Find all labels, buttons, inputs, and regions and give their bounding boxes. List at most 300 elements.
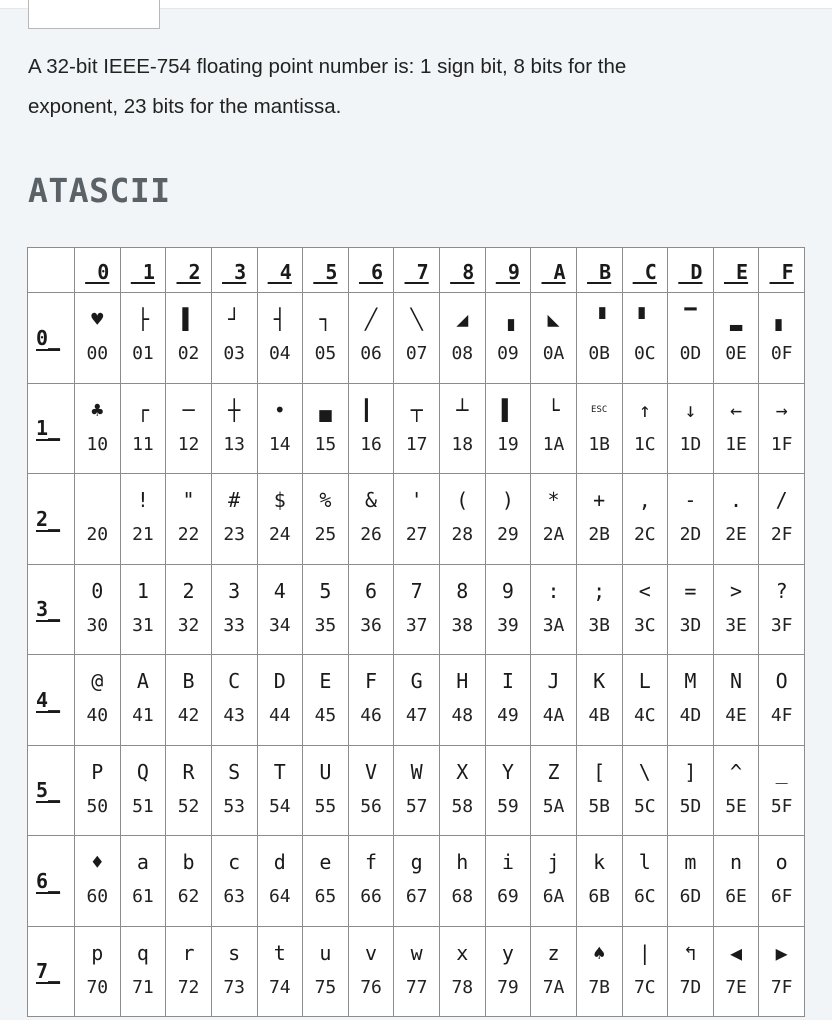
char-cell [622,836,668,927]
char-code: 17 [405,433,428,455]
char-glyph: y [501,940,514,965]
char-glyph: ┴ [456,397,469,422]
char-cell [713,745,759,836]
column-header: _E [713,248,759,293]
char-glyph: # [228,488,241,512]
char-cell [622,474,668,565]
char-code: 45 [314,705,337,726]
char-cell [713,383,759,474]
char-cell [485,564,531,655]
char-cell [303,926,349,1017]
char-cell [257,836,303,927]
char-cell [759,383,805,474]
char-glyph: , [638,488,651,512]
char-code: 7C [633,976,656,998]
row-header-label: 3_ [36,597,61,622]
char-code: 49 [497,705,519,726]
char-cell [713,836,759,927]
char-cell [668,836,714,927]
char-code: 5B [588,795,611,817]
char-code: 58 [451,795,474,817]
char-code: 7E [725,976,747,998]
char-cell [759,564,805,655]
char-code: 0D [679,343,702,364]
char-cell [759,293,805,384]
char-glyph: g [410,850,423,874]
table-row [28,474,805,565]
char-code: 28 [451,524,474,545]
char-glyph: 4 [273,578,286,603]
char-glyph: ◢ [456,307,469,331]
table-row [28,836,805,927]
char-code: 43 [223,705,246,726]
char-glyph: ESC [591,404,608,415]
char-cell [166,293,212,384]
char-cell [759,745,805,836]
char-code: 2D [679,524,702,545]
char-cell [211,836,257,927]
char-code: 36 [360,614,382,636]
char-code: 74 [268,976,291,998]
char-cell [120,293,166,384]
char-code: 34 [268,614,291,636]
char-code: 52 [177,795,200,817]
char-code: 54 [268,795,291,817]
char-glyph: ! [136,488,149,512]
char-cell [257,383,303,474]
char-code: 4E [725,705,747,726]
char-cell [622,383,668,474]
char-code: 70 [86,976,109,998]
row-header-label: 4_ [36,687,61,712]
char-code: 22 [177,524,200,545]
char-glyph: O [775,669,788,693]
char-code: 07 [405,343,428,364]
char-code: 75 [314,976,337,998]
char-cell [257,655,303,746]
char-code: 64 [268,886,291,907]
char-glyph: → [775,397,788,422]
table-row [28,745,805,836]
char-cell [668,474,714,565]
char-code: 01 [132,343,154,364]
char-glyph: V [365,759,378,784]
char-code: 0E [725,343,747,364]
char-code: 56 [360,795,382,817]
char-code: 4C [633,705,656,726]
column-header: _9 [485,248,531,293]
char-cell [576,293,622,384]
char-cell [485,474,531,565]
char-glyph: 8 [456,578,469,603]
char-cell [166,474,212,565]
char-cell [394,293,440,384]
char-cell [394,836,440,927]
char-glyph: _ [775,759,788,784]
char-glyph: ╲ [410,307,423,331]
char-code: 5F [770,795,793,817]
char-cell [257,564,303,655]
char-code: 5E [725,795,747,817]
char-code: 1A [542,433,565,455]
char-cell [348,926,394,1017]
char-cell [713,474,759,565]
column-header: _8 [440,248,486,293]
char-cell [485,926,531,1017]
column-header: _0 [75,248,121,293]
char-code: 53 [223,795,246,817]
char-cell [622,564,668,655]
char-glyph: : [547,578,560,603]
column-header: _3 [211,248,257,293]
char-cell [120,383,166,474]
char-glyph: ┌ [136,397,149,422]
char-cell [257,293,303,384]
char-cell [622,745,668,836]
char-glyph: j [547,850,560,874]
char-glyph: v [365,940,378,965]
char-cell [394,383,440,474]
char-code: 5A [542,795,565,817]
row-header-label: 1_ [36,416,61,441]
char-glyph: ┤ [273,307,286,331]
char-glyph: / [775,488,788,512]
section-heading: ATASCII [28,171,171,210]
char-cell [303,383,349,474]
char-glyph: ▖ [775,307,788,331]
char-glyph: $ [273,488,286,512]
char-glyph: I [501,669,514,693]
char-code: 05 [314,343,337,364]
char-glyph: h [456,850,469,874]
char-cell [348,655,394,746]
char-cell [303,655,349,746]
char-cell [120,655,166,746]
char-cell [440,836,486,927]
char-glyph: J [547,669,560,693]
char-cell [759,474,805,565]
table-row [28,926,805,1017]
char-code: 60 [86,886,109,907]
char-cell [211,293,257,384]
char-cell [531,926,577,1017]
char-code: 44 [268,705,291,726]
char-cell [531,293,577,384]
char-code: 2A [542,524,565,545]
char-code: 2F [770,524,793,545]
char-cell [120,926,166,1017]
char-code: 10 [86,433,109,455]
char-cell [257,745,303,836]
char-glyph: ♠ [593,940,606,965]
char-glyph: ] [684,759,697,784]
row-header-label: 0_ [36,325,61,350]
row-header [28,474,75,565]
char-code: 4A [542,705,565,726]
char-code: 6E [725,886,747,907]
char-cell [622,655,668,746]
char-cell [394,745,440,836]
char-glyph: | [638,940,651,965]
char-glyph: 2 [182,578,195,603]
char-code: 73 [223,976,246,998]
char-glyph: ▔ [684,307,697,331]
char-cell [166,564,212,655]
char-cell [211,926,257,1017]
char-glyph: 6 [365,578,378,603]
char-cell [348,564,394,655]
char-cell [348,745,394,836]
char-code: 19 [497,433,519,455]
char-glyph: S [228,759,241,784]
char-glyph: D [273,669,286,693]
char-glyph: F [365,669,378,693]
char-code: 25 [314,524,337,545]
char-code: 39 [497,614,519,636]
char-code: 1E [725,433,747,455]
column-header-row [28,248,805,293]
char-cell [303,564,349,655]
char-glyph: x [456,940,469,965]
char-cell [211,474,257,565]
char-code: 09 [497,343,519,364]
char-glyph: L [638,669,651,693]
row-header-label: 2_ [36,506,61,531]
char-code: 72 [177,976,200,998]
char-glyph: w [410,940,423,965]
char-code: 04 [268,343,291,364]
char-cell [166,836,212,927]
char-glyph: ↑ [638,397,651,422]
char-cell [485,745,531,836]
char-cell [211,655,257,746]
char-code: 0C [633,343,656,364]
char-glyph: ) [501,488,514,512]
char-glyph: f [365,850,378,874]
char-code: 32 [177,614,200,636]
intro-line-1: A 32-bit IEEE-754 floating point number is: 1 sign bit, 8 bits for the [28,55,627,78]
row-header [28,383,75,474]
char-glyph: K [593,669,606,693]
char-cell [75,293,121,384]
char-glyph: e [319,850,332,874]
char-code: 00 [86,343,109,364]
char-cell [576,564,622,655]
char-glyph: ├ [136,307,149,331]
char-glyph: ( [456,488,469,512]
char-cell [440,745,486,836]
char-code: 14 [268,433,291,455]
char-glyph: R [182,759,195,784]
char-glyph: i [501,850,514,874]
char-glyph: z [547,940,560,965]
char-code: 68 [451,886,474,907]
char-cell [75,836,121,927]
column-header: _7 [394,248,440,293]
row-header [28,745,75,836]
char-glyph: d [273,850,286,874]
char-glyph: s [228,940,241,965]
char-code: 50 [86,795,109,817]
char-glyph: H [456,669,469,693]
char-cell [120,564,166,655]
char-glyph: q [136,940,149,965]
char-code: 0A [542,343,565,364]
char-glyph: ┼ [228,397,241,422]
char-cell [257,926,303,1017]
char-code: 42 [177,705,200,726]
char-cell [440,655,486,746]
char-glyph: > [730,578,743,603]
char-cell [303,745,349,836]
char-code: 03 [223,343,246,364]
char-glyph: ▶ [775,940,788,965]
char-cell [668,293,714,384]
char-glyph: = [684,578,697,603]
char-code: 06 [360,343,382,364]
char-code: 20 [86,524,109,545]
char-code: 61 [132,886,154,907]
char-cell [668,383,714,474]
char-glyph: m [684,850,697,874]
char-cell [303,474,349,565]
char-cell [622,293,668,384]
char-code: 6F [770,886,793,907]
char-code: 3C [633,614,656,636]
char-cell [166,383,212,474]
char-code: 30 [86,614,109,636]
char-cell [348,836,394,927]
char-glyph: ▌ [501,397,514,422]
char-glyph: * [547,488,560,512]
char-code: 69 [497,886,519,907]
char-code: 18 [451,433,474,455]
char-code: 71 [132,976,154,998]
char-code: 4D [679,705,702,726]
char-glyph: ; [593,578,606,603]
char-code: 5C [633,795,656,817]
char-code: 65 [314,886,337,907]
row-header-label: 5_ [36,778,61,803]
column-header: _F [759,248,805,293]
char-code: 7F [770,976,793,998]
char-code: 21 [132,524,154,545]
input-box[interactable] [28,0,160,29]
char-code: 3A [542,614,565,636]
char-code: 3B [588,614,611,636]
char-cell [668,564,714,655]
char-glyph: ◀ [730,940,743,965]
table-row [28,564,805,655]
char-cell [348,293,394,384]
char-glyph: U [319,759,332,784]
char-cell [531,564,577,655]
char-code: 7D [679,976,702,998]
char-cell [531,745,577,836]
char-cell [531,836,577,927]
column-header: _5 [303,248,349,293]
char-code: 0F [770,343,793,364]
corner-cell [28,248,75,293]
char-glyph: W [410,759,423,784]
content-panel [0,8,832,1020]
char-glyph: 7 [410,578,423,603]
char-code: 1F [770,433,793,455]
char-code: 63 [223,886,246,907]
char-code: 41 [132,705,154,726]
row-header [28,564,75,655]
char-glyph: 5 [319,578,332,603]
char-cell [576,745,622,836]
char-glyph: • [273,397,286,422]
char-glyph: B [182,669,195,693]
char-glyph: ▂ [730,307,743,331]
char-cell [668,926,714,1017]
char-code: 08 [451,343,474,364]
char-cell [75,564,121,655]
char-glyph: . [730,488,743,512]
char-code: 35 [314,614,337,636]
char-cell [394,564,440,655]
char-cell [668,655,714,746]
char-cell [75,655,121,746]
char-cell [257,474,303,565]
char-glyph: ▎ [365,397,378,422]
char-glyph: @ [91,669,104,693]
row-header-label: 7_ [36,959,61,984]
char-cell [576,474,622,565]
char-code: 79 [497,976,519,998]
char-glyph: [ [593,759,606,784]
char-cell [531,383,577,474]
char-code: 2B [588,524,611,545]
char-cell [440,564,486,655]
char-glyph: " [182,488,195,512]
column-header: _2 [166,248,212,293]
char-glyph: p [91,940,104,965]
char-code: 6C [633,886,656,907]
char-cell [576,655,622,746]
char-glyph: ▌ [182,307,195,331]
char-glyph: 0 [91,578,104,603]
char-glyph: - [684,488,697,512]
char-cell [166,745,212,836]
char-glyph [75,486,120,514]
char-cell [211,745,257,836]
char-code: 7A [542,976,565,998]
char-glyph: ? [775,578,788,603]
char-glyph: C [228,669,241,693]
char-cell [75,745,121,836]
char-code: 12 [177,433,200,455]
char-glyph: c [228,850,241,874]
char-code: 47 [405,705,428,726]
atascii-table [27,247,805,1017]
char-glyph: ▄ [319,397,332,422]
char-glyph: ╱ [365,307,378,331]
row-header [28,836,75,927]
char-glyph: Y [501,759,514,784]
char-glyph: 1 [136,578,149,603]
char-code: 77 [405,976,428,998]
char-cell [485,836,531,927]
char-glyph: r [182,940,195,965]
char-glyph: < [638,578,651,603]
char-glyph: 3 [228,578,241,603]
table-row [28,293,805,384]
char-cell [303,293,349,384]
char-glyph: T [273,759,286,784]
